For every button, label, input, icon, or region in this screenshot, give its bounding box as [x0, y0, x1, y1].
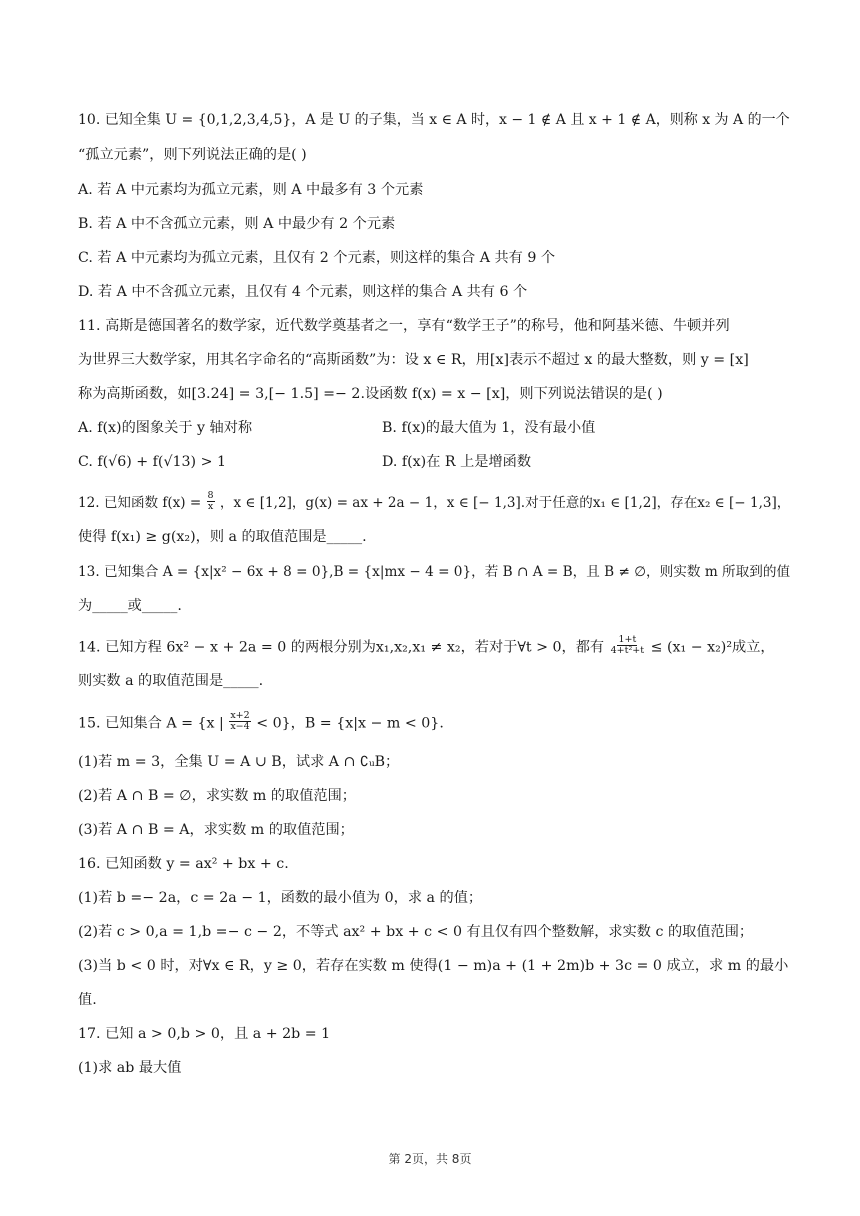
q11-option-b: B. f(x)的最大值为 1，没有最小值 [382, 420, 596, 436]
q11-stem-line2: 为世界三大数学家，用其名字命名的“高斯函数”为：设 x ∈ R，用[x]表示不超过 x 的最大整数，则 y = [x] [78, 352, 749, 368]
q10-option-c: C. 若 A 中元素均为孤立元素，且仅有 2 个元素，则这样的集合 A 共有 9 个 [78, 250, 556, 266]
q14-stem-line2: 则实数 a 的取值范围是_____. [78, 673, 264, 689]
q14-frac-num: 1+t [618, 634, 637, 645]
q12-frac-num: 8 [207, 490, 214, 501]
q12-fraction [207, 491, 215, 512]
q14-fraction [610, 635, 645, 656]
q14-frac-den: 4+t²+t [610, 645, 645, 656]
q15-pre: 15. 已知集合 A = {x | [78, 715, 224, 732]
q17-part1: (1)求 ab 最大值 [78, 1060, 182, 1076]
q12-post: ，x ∈ [1,2]，g(x) = ax + 2a − 1，x ∈ [− 1,3].对于任意的x₁ ∈ [1,2]，存在x₂ ∈ [− 1,3]， [219, 495, 791, 511]
q16-part1: (1)若 b =− 2a，c = 2a − 1，函数的最小值为 0，求 a 的值； [78, 890, 483, 906]
q11-option-a: A. f(x)的图象关于 y 轴对称 [78, 420, 253, 436]
q13-stem-line2: 为_____或_____. [78, 598, 182, 614]
q15-post: < 0}，B = {x|x − m < 0}. [256, 715, 444, 732]
q16-part2: (2)若 c > 0,a = 1,b =− c − 2，不等式 ax² + bx + c < 0 有且仅有四个整数解，求实数 c 的取值范围； [78, 924, 754, 940]
q10-option-d: D. 若 A 中不含孤立元素，且仅有 4 个元素，则这样的集合 A 共有 6 个 [78, 284, 528, 300]
q11-stem-line1: 11. 高斯是德国著名的数学家，近代数学奠基者之一，享有“数学王子”的称号，他和阿基米德、牛顿并列 [78, 318, 730, 334]
q15-frac-den: x−4 [230, 721, 250, 732]
q10-option-b: B. 若 A 中不含孤立元素，则 A 中最少有 2 个元素 [78, 216, 396, 232]
q16-stem: 16. 已知函数 y = ax² + bx + c. [78, 856, 289, 872]
q12-pre: 12. 已知函数 f(x) = [78, 495, 202, 511]
q14-post: ≤ (x₁ − x₂)²成立， [650, 639, 775, 656]
q13-stem-line1: 13. 已知集合 A = {x|x² − 6x + 8 = 0},B = {x|mx − 4 = 0}，若 B ∩ A = B，且 B ≠ ∅，则实数 m 所取到的值 [78, 564, 791, 580]
page-footer: 第 2页，共 8页 [388, 1152, 472, 1166]
q12-frac-den: x [207, 501, 214, 512]
q10-stem-line1: 10. 已知全集 U = {0,1,2,3,4,5}，A 是 U 的子集，当 x ∈ A 时，x − 1 ∉ A 且 x + 1 ∉ A，则称 x 为 A 的一个 [78, 112, 790, 128]
q16-part3-line2: 值. [78, 992, 97, 1008]
q15-fraction [229, 711, 250, 732]
q10-stem-line2: “孤立元素”，则下列说法正确的是( ) [78, 147, 307, 163]
q12-stem-line1 [78, 490, 791, 514]
q11-stem-line3: 称为高斯函数，如[3.24] = 3,[− 1.5] =− 2.设函数 f(x) = x − [x]，则下列说法错误的是( ) [78, 386, 663, 402]
q11-option-c: C. f(√6) + f(√13) > 1 [78, 454, 227, 470]
q12-stem-line2: 使得 f(x₁) ≥ g(x₂)，则 a 的取值范围是_____. [78, 529, 367, 545]
q14-pre: 14. 已知方程 6x² − x + 2a = 0 的两根分别为x₁,x₂,x₁ ≠ x₂，若对于∀t > 0，都有 [78, 639, 605, 656]
q11-option-d: D. f(x)在 R 上是增函数 [382, 454, 532, 470]
q15-stem [78, 710, 444, 734]
q16-part3-line1: (3)当 b < 0 时，对∀x ∈ R，y ≥ 0，若存在实数 m 使得(1 − m)a + (1 + 2m)b + 3c = 0 成立，求 m 的最小 [78, 958, 789, 974]
q14-stem-line1 [78, 634, 775, 658]
q10-option-a: A. 若 A 中元素均为孤立元素，则 A 中最多有 3 个元素 [78, 182, 424, 198]
q17-stem: 17. 已知 a > 0,b > 0，且 a + 2b = 1 [78, 1026, 331, 1042]
q15-part3: (3)若 A ∩ B = A，求实数 m 的取值范围； [78, 822, 354, 838]
q15-part2: (2)若 A ∩ B = ∅，求实数 m 的取值范围； [78, 788, 356, 804]
q15-frac-num: x+2 [230, 710, 250, 721]
q15-part1: (1)若 m = 3，全集 U = A ∪ B，试求 A ∩ ∁ᵤB； [78, 754, 400, 770]
